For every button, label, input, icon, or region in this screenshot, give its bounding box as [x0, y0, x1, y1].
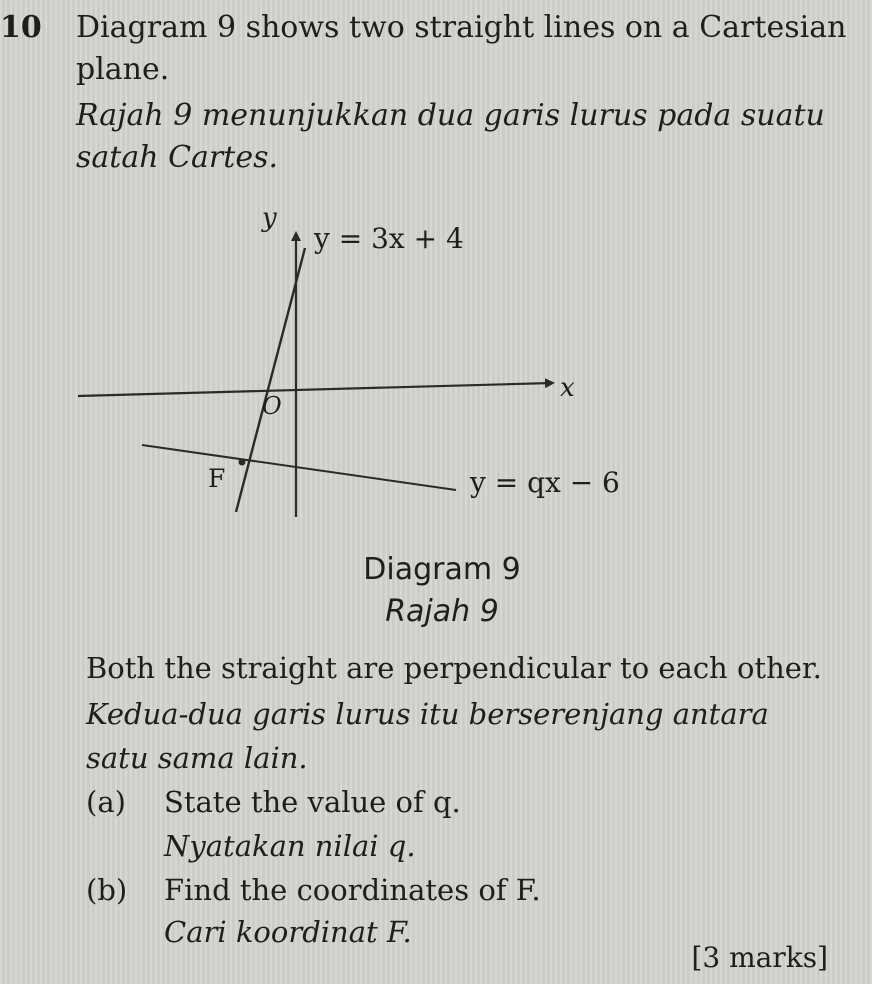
intro-english-line-1: Diagram 9 shows two straight lines on a Cartesian — [76, 10, 847, 45]
question-number: 10 — [0, 10, 42, 45]
line-y-equals-3x-plus-4 — [236, 248, 305, 512]
line1-label: y = 3x + 4 — [314, 222, 464, 255]
intro-malay-line-1: Rajah 9 menunjukkan dua garis lurus pada suatu — [76, 98, 825, 133]
part-b-label: (b) — [86, 873, 128, 907]
point-f-label: F — [208, 464, 226, 493]
x-axis — [78, 383, 552, 396]
statement-malay-line-2: satu sama lain. — [86, 741, 308, 775]
part-b-question-malay: Cari koordinat F. — [164, 915, 412, 949]
diagram-caption-malay: Rajah 9 — [385, 594, 499, 629]
line-y-equals-qx-minus-6 — [142, 445, 456, 490]
y-axis-label: y — [262, 203, 277, 233]
intro-malay-line-2: satah Cartes. — [76, 140, 279, 175]
intro-english-line-2: plane. — [76, 52, 170, 87]
part-a-question-malay: Nyatakan nilai q. — [164, 829, 416, 863]
origin-label: O — [262, 392, 282, 420]
statement-malay-line-1: Kedua-dua garis lurus itu berserenjang antara — [86, 697, 769, 731]
diagram-caption: Diagram 9 — [363, 552, 521, 587]
part-a-question: State the value of q. — [164, 785, 461, 819]
marks: [3 marks] — [691, 941, 828, 974]
x-axis-label: x — [560, 373, 575, 403]
part-a-label: (a) — [86, 785, 126, 819]
statement-english: Both the straight are perpendicular to each other. — [86, 651, 822, 685]
line2-label: y = qx − 6 — [470, 466, 620, 499]
point-f-marker — [239, 459, 246, 466]
part-b-question: Find the coordinates of F. — [164, 873, 541, 907]
